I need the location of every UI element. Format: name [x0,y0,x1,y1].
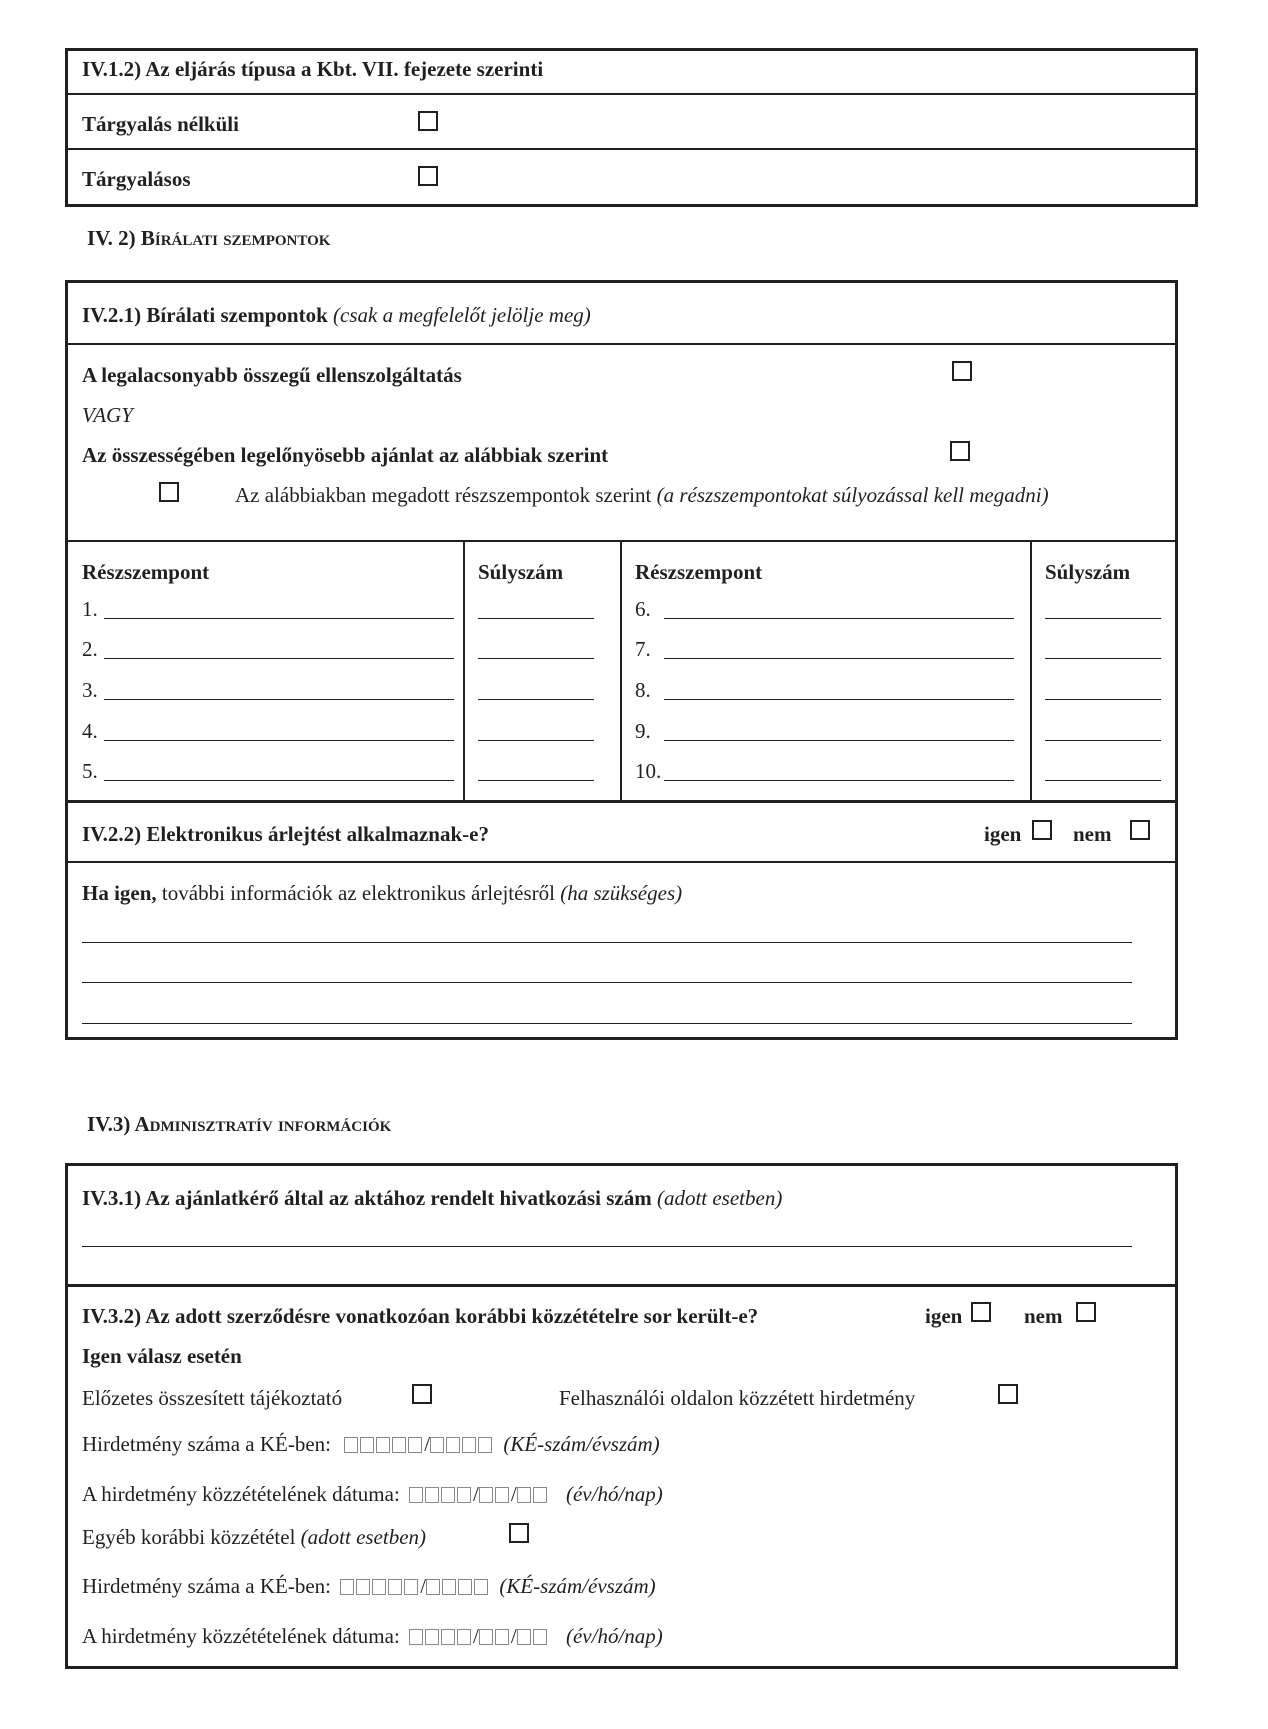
notice-number-format: (KÉ-szám/évszám) [503,1432,660,1456]
criterion-number-right: 6. [635,597,651,621]
eauction-info-line[interactable] [82,1023,1132,1024]
criterion-number-left: 4. [82,719,98,743]
weight-line-left[interactable] [478,699,594,700]
buyer-profile-notice-label: Felhasználói oldalon közzétett hirdetmény [559,1386,916,1410]
col-header-criterion-right: Részszempont [635,560,763,584]
criterion-line-right[interactable] [664,699,1014,700]
col-divider [463,540,465,800]
criteria-table [68,540,1175,800]
checkbox-eauction-no[interactable] [1130,820,1150,840]
criterion-line-left[interactable] [104,658,454,659]
eauction-no-label: nem [1073,822,1112,846]
file-reference-heading [82,1188,782,1209]
divider [68,93,1195,95]
prior-publication-no-label: nem [1024,1304,1063,1328]
weight-line-left[interactable] [478,780,594,781]
weight-line-left[interactable] [478,740,594,741]
eauction-info-note: (ha szükséges) [560,881,683,905]
publication-date-format: (év/hó/nap) [565,1624,663,1648]
section-title-award-criteria: IV. 2) Bírálati szempontok [87,226,331,250]
if-yes-label: Igen válasz esetén [82,1344,242,1368]
eauction-info-text: további információk az elektronikus árlejtésről [161,881,555,905]
procedure-type-heading: IV.1.2) Az eljárás típusa a Kbt. VII. fejezete szerinti [82,57,544,81]
award-criteria-heading [82,305,591,326]
checkbox-sub-criteria[interactable] [159,482,179,502]
section-title-admin-info: IV.3) Adminisztratív információk [87,1112,392,1136]
file-reference-text: IV.3.1) Az ajánlatkérő által az aktához rendelt hivatkozási szám [82,1186,652,1210]
option-most-advantageous: Az összességében legelőnyösebb ajánlat az alábbiak szerint [82,443,609,467]
weight-line-right[interactable] [1045,780,1161,781]
eauction-info-bold: Ha igen, [82,881,157,905]
publication-date-row-1 [82,1484,663,1505]
criterion-line-right[interactable] [664,740,1014,741]
criterion-number-right: 10. [635,759,662,783]
weight-line-left[interactable] [478,658,594,659]
divider [68,800,1175,803]
procedure-option-without-negotiation: Tárgyalás nélküli [82,112,239,136]
option-lowest-price: A legalacsonyabb összegű ellenszolgáltatás [82,363,462,387]
heading-text: IV.2.1) Bírálati szempontok [82,303,328,327]
notice-number-row-1 [82,1434,660,1455]
eauction-info-label [82,883,682,904]
criterion-line-right[interactable] [664,618,1014,619]
criterion-line-left[interactable] [104,618,454,619]
notice-number-row-2 [82,1576,656,1597]
option-sub-criteria [235,485,1049,506]
criterion-line-right[interactable] [664,658,1014,659]
criterion-number-left: 3. [82,678,98,702]
checkbox-most-advantageous[interactable] [950,441,970,461]
or-label: VAGY [82,403,133,427]
col-header-criterion-left: Részszempont [82,560,210,584]
publication-date-format: (év/hó/nap) [565,1482,663,1506]
weight-line-right[interactable] [1045,740,1161,741]
prior-publication-yes-label: igen [925,1304,963,1328]
checkbox-without-negotiation[interactable] [418,111,438,131]
publication-date-boxes[interactable]: / / [409,1624,554,1648]
criterion-line-left[interactable] [104,740,454,741]
checkbox-prior-info-notice[interactable] [412,1384,432,1404]
notice-number-format: (KÉ-szám/évszám) [499,1574,656,1598]
criterion-number-left: 1. [82,597,98,621]
divider [68,1284,1175,1287]
criterion-number-right: 7. [635,637,651,661]
col-header-weight-right: Súlyszám [1045,560,1131,584]
prior-info-notice-label: Előzetes összesített tájékoztató [82,1386,343,1410]
col-divider [620,540,622,800]
eauction-info-line[interactable] [82,942,1132,943]
other-prior-publication [82,1527,426,1548]
publication-date-label: A hirdetmény közzétételének dátuma: [82,1482,400,1506]
eauction-yes-label: igen [984,822,1022,846]
file-reference-note: (adott esetben) [656,1186,783,1210]
publication-date-row-2 [82,1626,663,1647]
heading-note: (csak a megfelelőt jelölje meg) [333,303,591,327]
notice-number-label: Hirdetmény száma a KÉ-ben: [82,1574,331,1598]
checkbox-buyer-profile-notice[interactable] [998,1384,1018,1404]
checkbox-prior-publication-yes[interactable] [971,1302,991,1322]
checkbox-other-prior-publication[interactable] [509,1523,529,1543]
notice-number-boxes[interactable]: / [340,1574,495,1598]
file-reference-line[interactable] [82,1246,1132,1247]
divider [68,148,1195,150]
prior-publication-question: IV.3.2) Az adott szerződésre vonatkozóan korábbi közzétételre sor került-e? [82,1304,759,1328]
criterion-number-right: 9. [635,719,651,743]
eauction-info-line[interactable] [82,982,1132,983]
divider [68,861,1175,863]
checkbox-negotiated[interactable] [418,166,438,186]
award-criteria-box [65,280,1178,1040]
checkbox-lowest-price[interactable] [952,361,972,381]
checkbox-eauction-yes[interactable] [1032,820,1052,840]
weight-line-right[interactable] [1045,618,1161,619]
criterion-number-left: 2. [82,637,98,661]
sub-criteria-text: Az alábbiakban megadott részszempontok szerint [235,483,652,507]
criterion-line-right[interactable] [664,780,1014,781]
eauction-question: IV.2.2) Elektronikus árlejtést alkalmaznak-e? [82,822,489,846]
procedure-type-box [65,48,1198,207]
weight-line-right[interactable] [1045,658,1161,659]
criterion-number-left: 5. [82,759,98,783]
admin-info-box [65,1163,1178,1669]
publication-date-boxes[interactable]: / / [409,1482,554,1506]
other-prior-text: Egyéb korábbi közzététel [82,1525,296,1549]
col-divider [1030,540,1032,800]
criterion-number-right: 8. [635,678,651,702]
sub-criteria-note: (a részszempontokat súlyozással kell megadni) [656,483,1049,507]
other-prior-note: (adott esetben) [300,1525,427,1549]
weight-line-right[interactable] [1045,699,1161,700]
criterion-line-left[interactable] [104,699,454,700]
divider [68,343,1175,345]
publication-date-label: A hirdetmény közzétételének dátuma: [82,1624,400,1648]
criterion-line-left[interactable] [104,780,454,781]
weight-line-left[interactable] [478,618,594,619]
checkbox-prior-publication-no[interactable] [1076,1302,1096,1322]
notice-number-boxes[interactable]: / [344,1432,499,1456]
notice-number-label: Hirdetmény száma a KÉ-ben: [82,1432,331,1456]
procedure-option-negotiated: Tárgyalásos [82,167,191,191]
col-header-weight-left: Súlyszám [478,560,564,584]
